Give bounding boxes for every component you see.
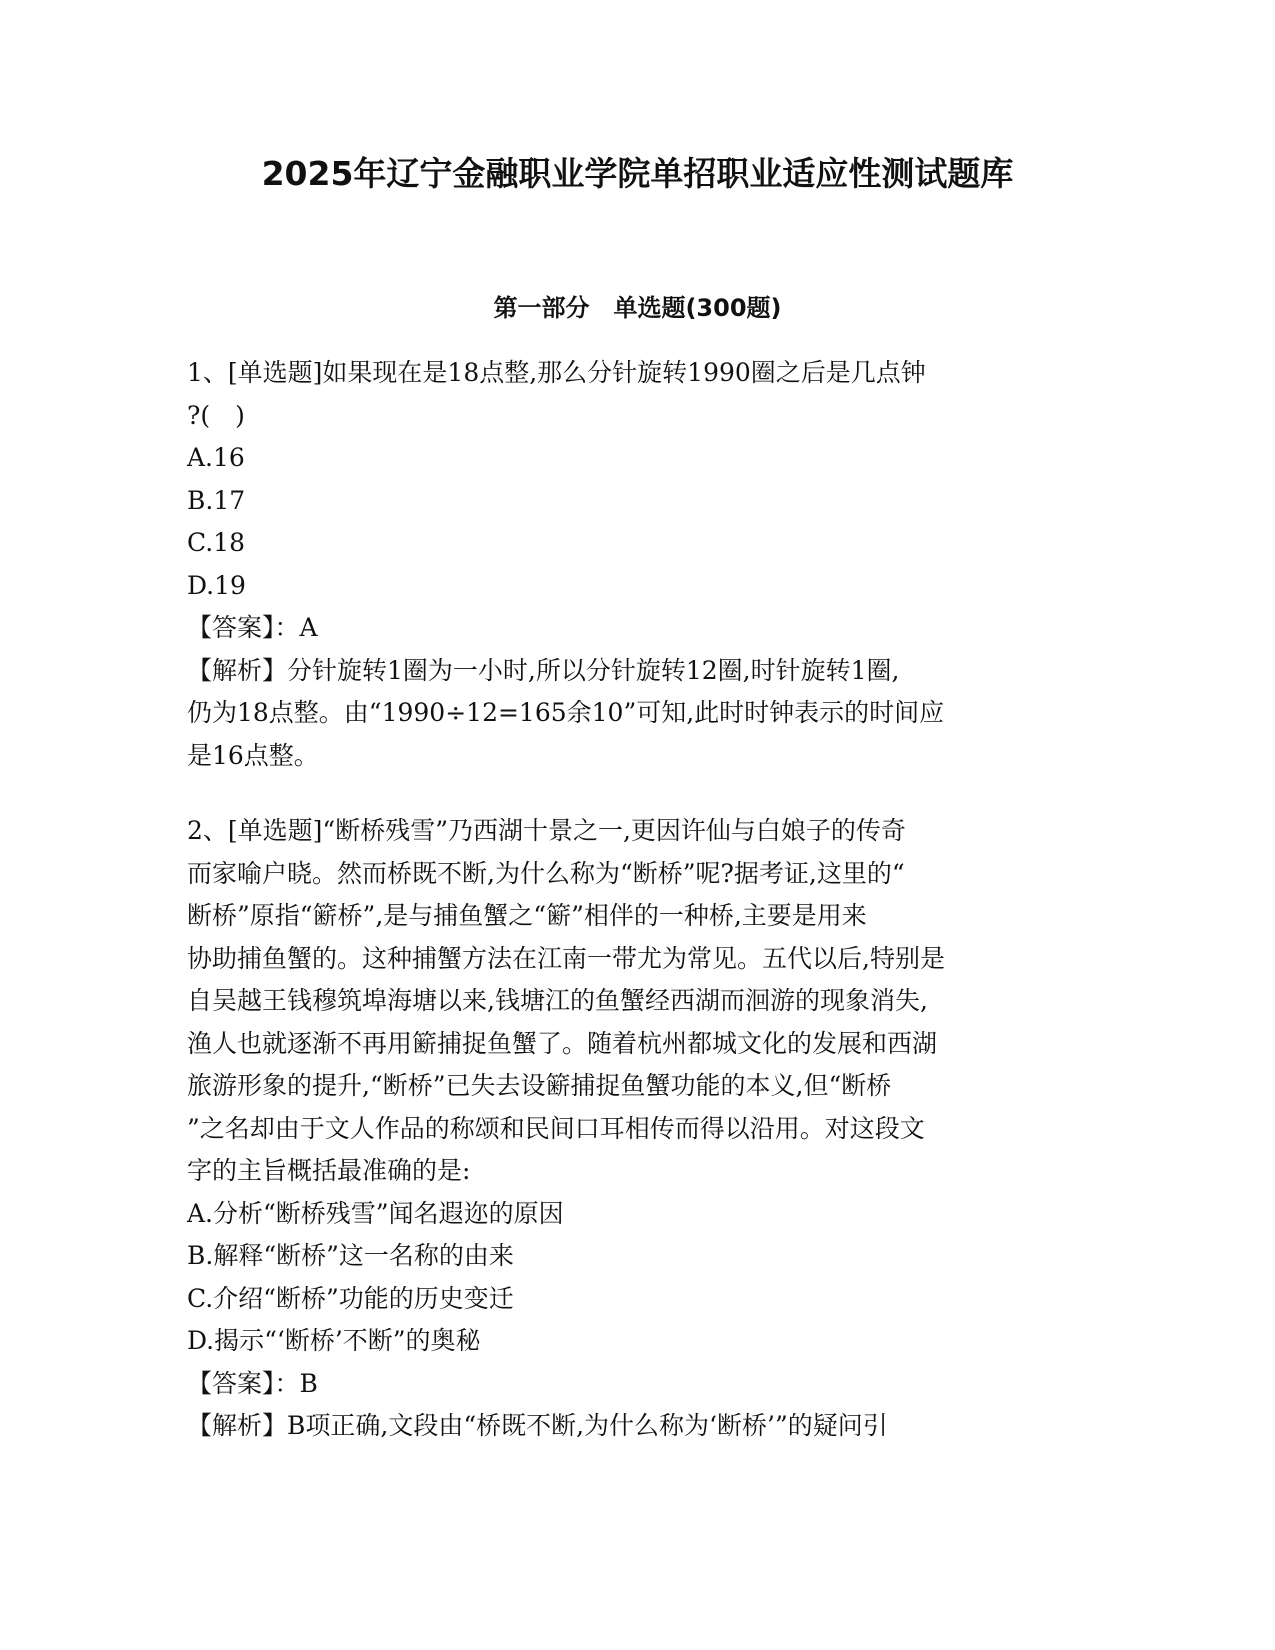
option-a: A.16 <box>187 443 245 472</box>
option-c: C.介绍“断桥”功能的历史变迁 <box>187 1283 514 1313</box>
option-d: D.揭示“‘断桥’不断”的奥秘 <box>187 1326 481 1355</box>
question-stem-line: 而家喻户晓。然而桥既不断,为什么称为“断桥”呢?据考证,这里的“ <box>187 858 905 888</box>
option-d: D.19 <box>187 570 246 600</box>
option-a: A.分析“断桥残雪”闻名遐迩的原因 <box>187 1198 564 1228</box>
analysis-line: 【解析】B项正确,文段由“桥既不断,为什么称为‘断桥’”的疑问引 <box>187 1411 888 1440</box>
answer: 【答案】：A <box>187 613 318 642</box>
question-stem-line: 旅游形象的提升,“断桥”已失去设簖捕捉鱼蟹功能的本义,但“断桥 <box>187 1071 892 1100</box>
question-stem-line: 1、[单选题]如果现在是18点整,那么分针旋转1990圈之后是几点钟 <box>187 358 926 387</box>
answer: 【答案】：B <box>187 1368 318 1398</box>
document-title: 2025年辽宁金融职业学院单招职业适应性测试题库 <box>261 154 1014 193</box>
option-b: B.17 <box>187 485 246 515</box>
section-heading: 第一部分 单选题(300题) <box>493 294 782 322</box>
question-stem-line: 协助捕鱼蟹的。这种捕蟹方法在江南一带尤为常见。五代以后,特别是 <box>187 943 945 973</box>
question-stem-line: 断桥”原指“簖桥”,是与捕鱼蟹之“簖”相伴的一种桥,主要是用来 <box>187 901 867 930</box>
question-2 <box>187 810 1087 1448</box>
analysis-line: 是16点整。 <box>187 740 319 770</box>
question-stem-line: 自吴越王钱穆筑埠海塘以来,钱塘江的鱼蟹经西湖而洄游的现象消失, <box>187 986 928 1015</box>
question-stem-line: 2、[单选题]“断桥残雪”乃西湖十景之一,更因许仙与白娘子的传奇 <box>187 816 906 845</box>
option-c: C.18 <box>187 528 245 557</box>
question-1 <box>187 352 1087 777</box>
analysis-line: 仍为18点整。由“1990÷12=165余10”可知,此时时钟表示的时间应 <box>187 698 945 727</box>
question-stem-line: ”之名却由于文人作品的称颂和民间口耳相传而得以沿用。对这段文 <box>187 1113 925 1143</box>
question-stem-line: 字的主旨概括最准确的是: <box>187 1156 471 1185</box>
question-stem-line: ?( ) <box>187 400 245 430</box>
analysis-line: 【解析】分针旋转1圈为一小时,所以分针旋转12圈,时针旋转1圈, <box>187 655 900 685</box>
question-stem-line: 渔人也就逐渐不再用簖捕捉鱼蟹了。随着杭州都城文化的发展和西湖 <box>187 1028 938 1058</box>
option-b: B.解释“断桥”这一名称的由来 <box>187 1241 514 1270</box>
